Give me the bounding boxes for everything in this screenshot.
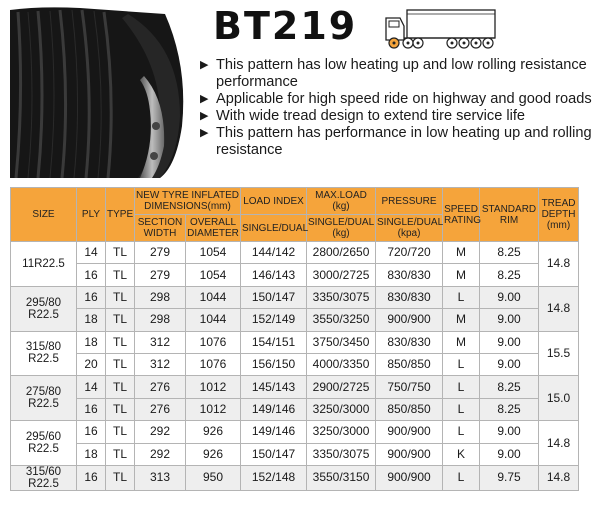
standard-rim-cell: 9.00 bbox=[480, 421, 539, 443]
table-row bbox=[11, 421, 579, 443]
pressure-cell: 830/830 bbox=[376, 331, 443, 353]
load-index-cell: 149/146 bbox=[241, 421, 307, 443]
tread-depth-cell: 15.0 bbox=[539, 376, 579, 421]
standard-rim-cell: 9.00 bbox=[480, 309, 539, 331]
table-row bbox=[11, 376, 579, 398]
tread-depth-cell: 14.8 bbox=[539, 286, 579, 331]
bullet-triangle-icon: ▶ bbox=[200, 59, 209, 71]
header-standard-rim: STANDARD RIM bbox=[480, 188, 539, 242]
header-overall-diameter: OVERALL DIAMETER bbox=[186, 215, 241, 242]
section-width-cell: 279 bbox=[135, 242, 186, 264]
overall-diameter-cell: 926 bbox=[186, 421, 241, 443]
standard-rim-cell: 9.00 bbox=[480, 443, 539, 465]
overall-diameter-cell: 926 bbox=[186, 443, 241, 465]
standard-rim-cell: 8.25 bbox=[480, 398, 539, 420]
standard-rim-cell: 8.25 bbox=[480, 376, 539, 398]
ply-cell: 18 bbox=[77, 309, 106, 331]
header-load-index: LOAD INDEX bbox=[241, 188, 307, 215]
header-speed-rating: SPEED RATING bbox=[443, 188, 480, 242]
header-load-index-sub: SINGLE/DUAL bbox=[241, 215, 307, 242]
overall-diameter-cell: 1054 bbox=[186, 264, 241, 286]
section-width-cell: 276 bbox=[135, 376, 186, 398]
feature-list bbox=[200, 57, 612, 159]
type-cell: TL bbox=[106, 465, 135, 490]
section-width-cell: 279 bbox=[135, 264, 186, 286]
ply-cell: 14 bbox=[77, 242, 106, 264]
ply-cell: 16 bbox=[77, 264, 106, 286]
max-load-cell: 3550/3150 bbox=[307, 465, 376, 490]
table-row bbox=[11, 286, 579, 308]
load-index-cell: 145/143 bbox=[241, 376, 307, 398]
type-cell: TL bbox=[106, 286, 135, 308]
section-width-cell: 292 bbox=[135, 443, 186, 465]
pressure-cell: 900/900 bbox=[376, 443, 443, 465]
type-cell: TL bbox=[106, 376, 135, 398]
tread-depth-cell: 15.5 bbox=[539, 331, 579, 376]
overall-diameter-cell: 1076 bbox=[186, 353, 241, 375]
truck-axle-diagram-icon bbox=[382, 4, 500, 52]
tyre-tread-image bbox=[10, 6, 188, 178]
pressure-cell: 850/850 bbox=[376, 398, 443, 420]
table-row bbox=[11, 264, 579, 286]
header-new-tyre-dimensions: NEW TYRE INFLATED DIMENSIONS(mm) bbox=[135, 188, 241, 215]
type-cell: TL bbox=[106, 242, 135, 264]
max-load-cell: 3350/3075 bbox=[307, 286, 376, 308]
max-load-cell: 2800/2650 bbox=[307, 242, 376, 264]
feature-item: ▶ This pattern has low heating up and low rolling resistance performance bbox=[200, 57, 587, 90]
speed-rating-cell: L bbox=[443, 376, 480, 398]
overall-diameter-cell: 950 bbox=[186, 465, 241, 490]
ply-cell: 16 bbox=[77, 465, 106, 490]
ply-cell: 14 bbox=[77, 376, 106, 398]
section-width-cell: 276 bbox=[135, 398, 186, 420]
max-load-cell: 3350/3075 bbox=[307, 443, 376, 465]
table-row bbox=[11, 398, 579, 420]
header-ply: PLY bbox=[77, 188, 106, 242]
section-width-cell: 292 bbox=[135, 421, 186, 443]
header-max-load: MAX.LOAD (kg) bbox=[307, 188, 376, 215]
speed-rating-cell: L bbox=[443, 353, 480, 375]
overall-diameter-cell: 1012 bbox=[186, 398, 241, 420]
load-index-cell: 149/146 bbox=[241, 398, 307, 420]
overall-diameter-cell: 1054 bbox=[186, 242, 241, 264]
pressure-cell: 900/900 bbox=[376, 421, 443, 443]
standard-rim-cell: 8.25 bbox=[480, 242, 539, 264]
size-cell: 11R22.5 bbox=[11, 242, 77, 287]
model-title: BT219 bbox=[213, 4, 358, 48]
standard-rim-cell: 9.00 bbox=[480, 286, 539, 308]
feature-item: ▶ This pattern has performance in low heating up and rolling resistance bbox=[200, 125, 592, 158]
pressure-cell: 720/720 bbox=[376, 242, 443, 264]
pressure-cell: 830/830 bbox=[376, 286, 443, 308]
size-cell: 315/80 R22.5 bbox=[11, 331, 77, 376]
header-pressure-sub: SINGLE/DUAL (kpa) bbox=[376, 215, 443, 242]
header-type: TYPE bbox=[106, 188, 135, 242]
speed-rating-cell: L bbox=[443, 398, 480, 420]
header-section-width: SECTION WIDTH bbox=[135, 215, 186, 242]
header-tread-depth: TREAD DEPTH (mm) bbox=[539, 188, 579, 242]
section-width-cell: 313 bbox=[135, 465, 186, 490]
spec-table bbox=[10, 187, 579, 491]
pressure-cell: 900/900 bbox=[376, 309, 443, 331]
header-max-load-sub: SINGLE/DUAL (kg) bbox=[307, 215, 376, 242]
feature-item: ▶ With wide tread design to extend tire service life bbox=[200, 108, 526, 124]
pressure-cell: 900/900 bbox=[376, 465, 443, 490]
speed-rating-cell: M bbox=[443, 309, 480, 331]
speed-rating-cell: K bbox=[443, 443, 480, 465]
speed-rating-cell: M bbox=[443, 331, 480, 353]
bullet-triangle-icon: ▶ bbox=[200, 110, 209, 122]
max-load-cell: 3550/3250 bbox=[307, 309, 376, 331]
load-index-cell: 150/147 bbox=[241, 286, 307, 308]
feature-item: ▶ Applicable for high speed ride on highway and good roads bbox=[200, 91, 592, 107]
standard-rim-cell: 9.00 bbox=[480, 331, 539, 353]
type-cell: TL bbox=[106, 264, 135, 286]
speed-rating-cell: M bbox=[443, 242, 480, 264]
table-row bbox=[11, 242, 579, 264]
table-row bbox=[11, 443, 579, 465]
max-load-cell: 3250/3000 bbox=[307, 421, 376, 443]
section-width-cell: 312 bbox=[135, 331, 186, 353]
speed-rating-cell: L bbox=[443, 286, 480, 308]
load-index-cell: 152/148 bbox=[241, 465, 307, 490]
overall-diameter-cell: 1012 bbox=[186, 376, 241, 398]
spec-table-body bbox=[11, 242, 579, 491]
max-load-cell: 3750/3450 bbox=[307, 331, 376, 353]
type-cell: TL bbox=[106, 331, 135, 353]
speed-rating-cell: L bbox=[443, 421, 480, 443]
table-row bbox=[11, 465, 579, 490]
overall-diameter-cell: 1044 bbox=[186, 286, 241, 308]
load-index-cell: 144/142 bbox=[241, 242, 307, 264]
max-load-cell: 4000/3350 bbox=[307, 353, 376, 375]
overall-diameter-cell: 1044 bbox=[186, 309, 241, 331]
bullet-triangle-icon: ▶ bbox=[200, 93, 209, 105]
pressure-cell: 750/750 bbox=[376, 376, 443, 398]
overall-diameter-cell: 1076 bbox=[186, 331, 241, 353]
type-cell: TL bbox=[106, 421, 135, 443]
size-cell: 275/80 R22.5 bbox=[11, 376, 77, 421]
section-width-cell: 298 bbox=[135, 286, 186, 308]
standard-rim-cell: 8.25 bbox=[480, 264, 539, 286]
load-index-cell: 146/143 bbox=[241, 264, 307, 286]
header-size: SIZE bbox=[11, 188, 77, 242]
size-cell: 295/80 R22.5 bbox=[11, 286, 77, 331]
ply-cell: 20 bbox=[77, 353, 106, 375]
table-row bbox=[11, 309, 579, 331]
tread-depth-cell: 14.8 bbox=[539, 242, 579, 287]
type-cell: TL bbox=[106, 353, 135, 375]
ply-cell: 16 bbox=[77, 398, 106, 420]
section-width-cell: 298 bbox=[135, 309, 186, 331]
max-load-cell: 3250/3000 bbox=[307, 398, 376, 420]
standard-rim-cell: 9.00 bbox=[480, 353, 539, 375]
ply-cell: 16 bbox=[77, 421, 106, 443]
bullet-triangle-icon: ▶ bbox=[200, 127, 209, 139]
load-index-cell: 156/150 bbox=[241, 353, 307, 375]
type-cell: TL bbox=[106, 443, 135, 465]
ply-cell: 16 bbox=[77, 286, 106, 308]
load-index-cell: 152/149 bbox=[241, 309, 307, 331]
type-cell: TL bbox=[106, 398, 135, 420]
max-load-cell: 2900/2725 bbox=[307, 376, 376, 398]
header-pressure: PRESSURE bbox=[376, 188, 443, 215]
type-cell: TL bbox=[106, 309, 135, 331]
tread-depth-cell: 14.8 bbox=[539, 421, 579, 466]
ply-cell: 18 bbox=[77, 331, 106, 353]
load-index-cell: 150/147 bbox=[241, 443, 307, 465]
tread-depth-cell: 14.8 bbox=[539, 465, 579, 490]
table-row bbox=[11, 353, 579, 375]
speed-rating-cell: M bbox=[443, 264, 480, 286]
pressure-cell: 830/830 bbox=[376, 264, 443, 286]
table-row bbox=[11, 331, 579, 353]
size-cell: 295/60 R22.5 bbox=[11, 421, 77, 466]
load-index-cell: 154/151 bbox=[241, 331, 307, 353]
ply-cell: 18 bbox=[77, 443, 106, 465]
size-cell: 315/60 R22.5 bbox=[11, 465, 77, 490]
max-load-cell: 3000/2725 bbox=[307, 264, 376, 286]
standard-rim-cell: 9.75 bbox=[480, 465, 539, 490]
section-width-cell: 312 bbox=[135, 353, 186, 375]
speed-rating-cell: L bbox=[443, 465, 480, 490]
pressure-cell: 850/850 bbox=[376, 353, 443, 375]
